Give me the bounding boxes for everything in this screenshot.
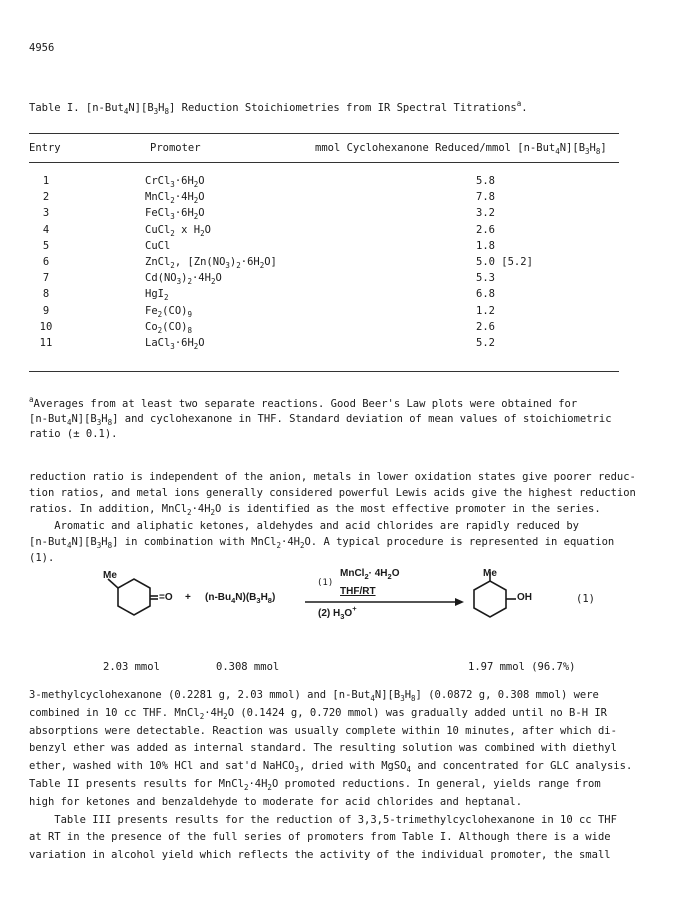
text-line: Table II presents results for $MnCl_2\cdot 4H_2O$ promoted reductions. In general, yields range from: [29, 778, 601, 792]
hydroxyl-label: OH: [517, 592, 532, 603]
table-row: [0, 287, 677, 302]
text-line: reduction ratio is independent of the anion, metals in lower oxidation states give poorer reduc-: [29, 471, 636, 483]
table-caption: Table I. $[n-But_4N][B_3H_8]$ Reduction Stoichiometries from IR Spectral Titrations$^a$.: [29, 99, 528, 116]
step1-solvent: THF/RT: [340, 586, 376, 597]
table-cell-promoter: ZnCl$_2$, $[Zn(NO_3)_2\cdot 6H_2O]$: [145, 256, 277, 270]
table-cell-ratio: 6.8: [476, 288, 495, 301]
text-line: at RT in the presence of the full series of promoters from Table I. Although there is a wide: [29, 831, 611, 844]
table-caption-prefix: Table I.: [29, 102, 80, 114]
methyl-label-left: Me: [103, 570, 117, 581]
table-top-rule: [29, 133, 619, 134]
table-cell-ratio: 3.2: [476, 207, 495, 220]
column-header-promoter: Promoter: [150, 142, 201, 154]
text-line: Aromatic and aliphatic ketones, aldehydes and acid chlorides are rapidly reduced by: [29, 519, 579, 532]
table-cell-entry: 2: [42, 191, 50, 204]
table-row: [0, 304, 677, 319]
borate-reagent-label: $(n-Bu_4N)(B_3H_8)$: [205, 592, 276, 605]
step1-promoter: MnCl$_2$· $4H_2O$: [340, 568, 400, 581]
table-cell-promoter: CuCl: [145, 239, 171, 252]
table-cell-promoter: $LaCl_3\cdot 6H_2O$: [145, 337, 205, 351]
table-cell-entry: 3: [42, 207, 50, 220]
text-line: absorptions were detectable. Reaction was usually complete within 10 minutes, after which di-: [29, 724, 617, 737]
table-cell-entry: 7: [42, 272, 50, 285]
table-header-rule: [29, 162, 619, 163]
text-line: $[n-But_4N][B_3H_8]$ in combination with $MnCl_2\cdot 4H_2O$. A typical procedure is represented in equation: [29, 535, 615, 550]
footnote-line: $^a$Averages from at least two separate reactions. Good Beer's Law plots were obtained for: [29, 395, 578, 410]
table-cell-promoter: $Cd(NO_3)_2\cdot 4H_2O$: [145, 272, 222, 287]
table-row: [0, 206, 677, 221]
table-cell-ratio: 5.8: [476, 175, 495, 187]
table-caption-note-mark: a: [516, 99, 522, 108]
table-cell-ratio: 5.3: [476, 272, 495, 285]
table-cell-entry: 5: [42, 239, 50, 252]
table-row: [0, 320, 677, 335]
table-cell-entry: 11: [39, 337, 53, 349]
table-cell-promoter: $Fe_2(CO)_9$: [145, 304, 192, 319]
table-row: [0, 239, 677, 254]
table-cell-promoter: CuCl$_2$ x $H_2O$: [145, 223, 211, 238]
table-header-row: [0, 141, 677, 156]
table-cell-ratio: 7.8: [476, 191, 495, 204]
table-cell-ratio: 2.6: [476, 223, 495, 236]
text-line: combined in 10 cc THF. $MnCl_2\cdot 4H_2O$ (0.1424 g, 0.720 mmol) was gradually added until no B-H IR: [29, 706, 607, 721]
text-line: Table III presents results for the reduction of 3,3,5-trimethylcyclohexanone in 10 cc THF: [29, 813, 617, 826]
reaction-scheme: [0, 568, 677, 638]
text-line: (1).: [29, 552, 55, 564]
text-line: ether, washed with 10% HCl and sat'd NaHCO$_3$, dried with MgSO$_4$ and concentrated for GLC analysis.: [29, 760, 633, 775]
table-cell-promoter: HgI$_2$: [145, 288, 169, 303]
column-header-ratio: mmol Cyclohexanone Reduced/mmol $[n-But_4N][B_3H_8]$: [315, 142, 607, 156]
table-row: [0, 336, 677, 351]
text-line: high for ketones and benzaldehyde to moderate for acid chlorides and heptanal.: [29, 795, 523, 808]
table-cell-ratio: 2.6: [476, 320, 495, 333]
table-cell-entry: 4: [42, 223, 50, 236]
text-line: 3-methylcyclohexanone (0.2281 g, 2.03 mmol) and $[n-But_4N][B_3H_8]$ (0.0872 g, 0.308 mmol) were: [29, 689, 599, 703]
plus-sign: +: [185, 592, 191, 603]
table-row: [0, 190, 677, 205]
table-cell-entry: 1: [42, 175, 50, 187]
table-caption-text: Reduction Stoichiometries from IR Spectral Titrations: [181, 102, 517, 114]
footnote-line: ratio (± 0.1).: [29, 428, 118, 440]
text-line: ratios. In addition, $MnCl_2\cdot 4H_2O$ is identified as the most effective promoter in the series.: [29, 503, 601, 518]
amount-product: 1.97 mmol (96.7%): [468, 661, 576, 673]
equation-number: (1): [576, 593, 595, 605]
table-row: [0, 271, 677, 286]
carbonyl-oxygen-label: =O: [159, 592, 173, 603]
table-cell-promoter: $CrCl_3\cdot 6H_2O$: [145, 175, 205, 189]
table-cell-promoter: $MnCl_2\cdot 4H_2O$: [145, 191, 205, 206]
step2-workup: (2) $H_3O^+$: [318, 604, 357, 621]
footnote-line: $[n-But_4N][B_3H_8]$ and cyclohexanone in THF. Standard deviation of mean values of stoichiometric: [29, 413, 612, 427]
methylcyclohexanone-structure: [108, 579, 150, 615]
table-bottom-rule: [29, 371, 619, 372]
amount-reagent: 0.308 mmol: [216, 661, 280, 673]
table-cell-promoter: $FeCl_3\cdot 6H_2O$: [145, 207, 205, 222]
table-cell-entry: 9: [42, 304, 50, 317]
page-number: 4956: [29, 42, 55, 54]
table-cell-promoter: $Co_2(CO)_8$: [145, 320, 192, 335]
table-cell-ratio: 1.2: [476, 304, 495, 317]
table-cell-entry: 10: [39, 320, 53, 333]
column-header-entry: Entry: [29, 142, 61, 154]
table-row: [0, 255, 677, 270]
table-cell-ratio: 5.0 [5.2]: [476, 256, 533, 268]
amount-ketone: 2.03 mmol: [103, 661, 160, 673]
text-line: tion ratios, and metal ions generally considered powerful Lewis acids give the highest reduction: [29, 487, 636, 500]
table-cell-entry: 8: [42, 288, 50, 301]
table-row: [0, 223, 677, 238]
methyl-label-right: Me: [483, 568, 497, 579]
text-line: variation in alcohol yield which reflects the activity of the individual promoter, the small: [29, 849, 611, 862]
table-cell-ratio: 1.8: [476, 239, 495, 252]
text-line: benzyl ether was added as internal standard. The resulting solution was combined with diethyl: [29, 742, 617, 755]
table-cell-entry: 6: [42, 256, 50, 268]
table-row: [0, 174, 677, 189]
step1-label: (1): [317, 578, 334, 588]
table-caption-reagent: $[n-But_4N][B_3H_8]$: [85, 102, 176, 116]
table-cell-ratio: 5.2: [476, 337, 495, 349]
